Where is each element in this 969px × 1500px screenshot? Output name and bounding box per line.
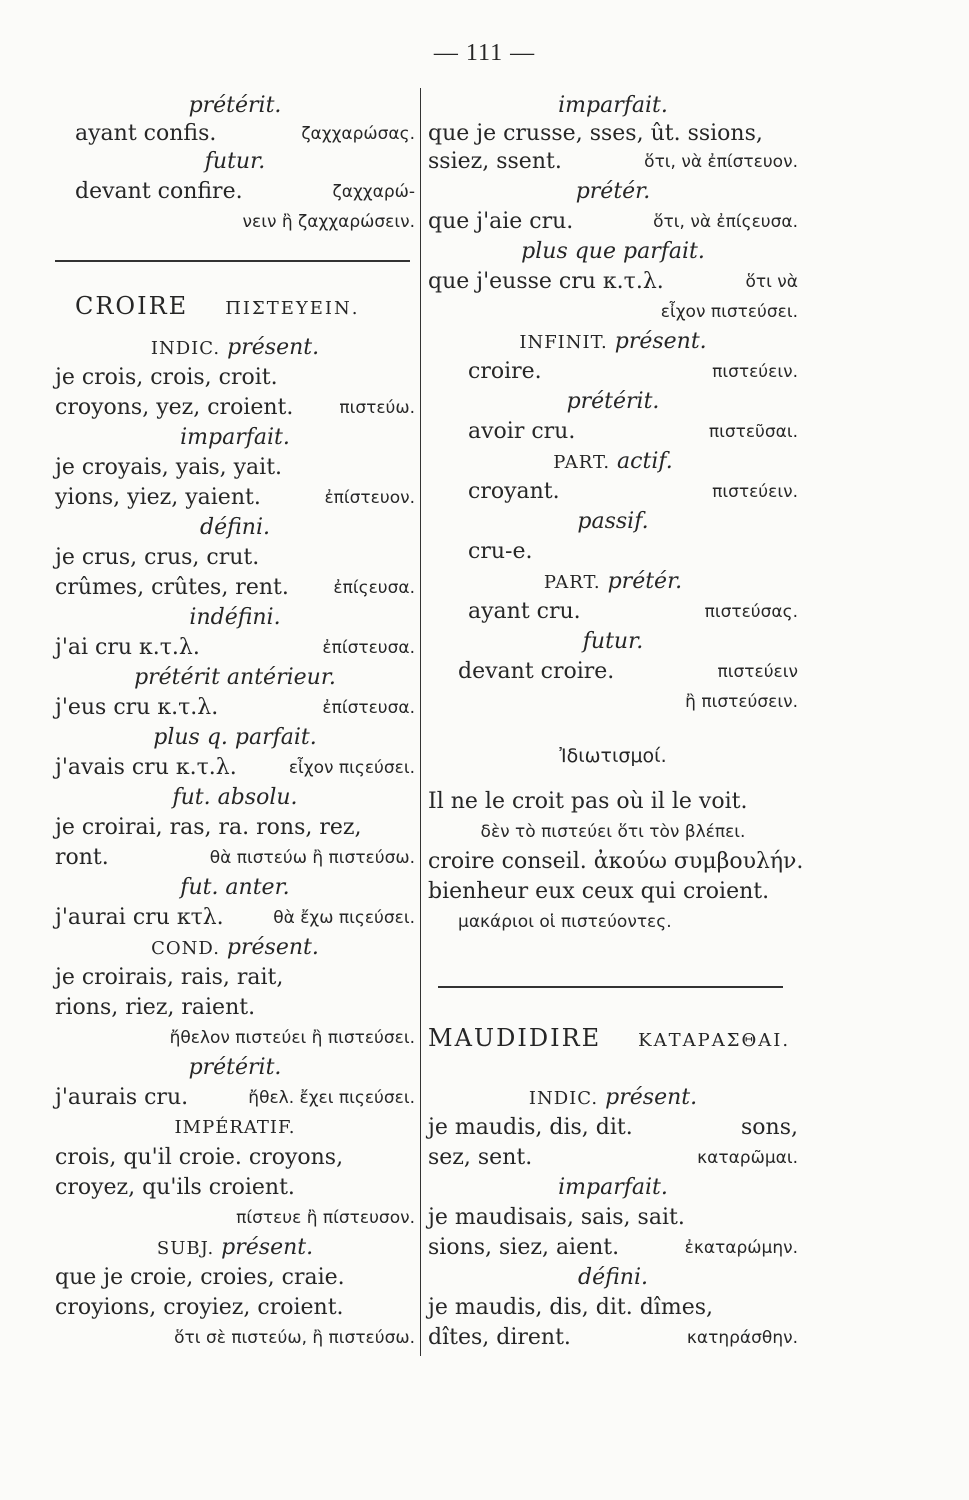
greek-text: ἐκαταρώμην. — [684, 1238, 798, 1258]
french-text: croire. — [468, 359, 542, 384]
greek-text: ζαχχαρώσας. — [301, 124, 415, 144]
mood-label: INDIC. — [150, 338, 221, 359]
greek-text: ὅτι, νὰ ἐπίςευσα. — [653, 212, 798, 232]
french-text: que je crusse, sses, ût. ssions, — [428, 121, 763, 146]
french-text: crois, qu'il croie. croyons, — [55, 1145, 344, 1170]
mood-heading — [55, 332, 415, 364]
greek-text: πιστεύειν. — [712, 482, 798, 502]
french-text: je crois, crois, croit. — [55, 365, 278, 390]
tense-label: présent. — [227, 335, 320, 360]
text-line — [428, 1142, 798, 1174]
french-text: je maudis, dis, dit. — [428, 1115, 633, 1140]
greek-text: εἶχον πιστεύσει. — [660, 302, 798, 322]
french-text: croyons, yez, croient. — [55, 395, 294, 420]
mood-label: PART. — [543, 572, 601, 593]
french-text: je maudisais, sais, sait. — [428, 1205, 685, 1230]
french-text: j'aurais cru. — [55, 1085, 189, 1110]
tense-heading: défini. — [200, 515, 270, 540]
text-line — [55, 842, 415, 874]
section-title — [428, 1022, 798, 1054]
text-line — [55, 392, 415, 424]
french-text: croire conseil. ἀκούω συμβουλήν. — [428, 849, 804, 874]
greek-text: κατηράσθην. — [686, 1328, 798, 1348]
french-text: j'ai cru κ.τ.λ. — [55, 635, 200, 660]
page-number: — 111 — — [433, 40, 536, 66]
greek-text: ἤθελ. ἔχει πιςεύσει. — [248, 1088, 415, 1108]
verb-title: MAUDIDIRE — [428, 1024, 602, 1052]
french-text: Il ne le croit pas où il le voit. — [428, 789, 748, 814]
text-line — [55, 176, 415, 208]
french-text: je croirai, ras, ra. rons, rez, — [55, 815, 362, 840]
french-text: croyant. — [468, 479, 560, 504]
tense-heading: passif. — [577, 509, 649, 534]
french-text: croyez, qu'ils croient. — [55, 1175, 295, 1200]
french-text: ssiez, ssent. — [428, 149, 562, 174]
greek-text: καταρῶμαι. — [697, 1148, 798, 1168]
greek-text: δὲν τὸ πιστεύει ὅτι τὸν βλέπει. — [480, 822, 746, 842]
tense-heading: futur. — [204, 149, 266, 174]
french-text: que j'eusse cru κ.τ.λ. — [428, 269, 664, 294]
french-text: sons, — [741, 1115, 798, 1140]
text-line — [55, 1082, 415, 1114]
tense-heading: prétérit. — [188, 1055, 282, 1080]
tense-heading: futur. — [582, 629, 644, 654]
right-column — [428, 90, 804, 1360]
mood-heading — [55, 1232, 415, 1264]
tense-label: prétér. — [607, 569, 683, 594]
french-text: j'avais cru κ.τ.λ. — [55, 755, 237, 780]
mood-heading — [428, 1082, 798, 1114]
tense-heading: indéfini. — [189, 605, 281, 630]
tense-heading: imparfait. — [180, 425, 290, 450]
mood-label: SUBJ. — [156, 1238, 215, 1259]
greek-text: ἐπίςευσα. — [333, 578, 415, 598]
tense-label: présent. — [605, 1085, 698, 1110]
section-rule — [438, 986, 783, 988]
greek-text: νειν ἢ ζαχχαρώσειν. — [242, 212, 415, 232]
french-text: avoir cru. — [468, 419, 576, 444]
french-text: devant croire. — [458, 659, 615, 684]
text-line — [428, 1322, 798, 1354]
mood-heading — [428, 326, 798, 358]
text-line — [55, 632, 415, 664]
tense-heading: plus q. parfait. — [153, 725, 317, 750]
greek-text: θὰ ἔχω πιςεύσει. — [273, 908, 415, 928]
text-line — [55, 752, 415, 784]
tense-heading: imparfait. — [558, 93, 668, 118]
french-text: yions, yiez, yaient. — [55, 485, 261, 510]
greek-text: μακάριοι οἱ πιστεύοντες. — [458, 912, 672, 932]
tense-label: présent. — [614, 329, 707, 354]
french-text: devant confire. — [75, 179, 243, 204]
text-line — [428, 416, 798, 448]
greek-text: πιστεύειν. — [712, 362, 798, 382]
text-line — [55, 572, 415, 604]
tense-heading: prétér. — [575, 179, 651, 204]
tense-heading: fut. absolu. — [172, 785, 298, 810]
text-line — [55, 902, 415, 934]
tense-heading: prétérit antérieur. — [134, 665, 336, 690]
french-text: ayant cru. — [468, 599, 581, 624]
tense-heading: prétérit. — [188, 93, 282, 118]
text-line — [428, 656, 798, 688]
text-line — [55, 482, 415, 514]
french-text: que j'aie cru. — [428, 209, 574, 234]
french-text: cru-e. — [468, 539, 533, 564]
french-text: je croyais, yais, yait. — [55, 455, 283, 480]
french-text: dîtes, dirent. — [428, 1325, 571, 1350]
greek-text: ὅτι σὲ πιστεύω, ἢ πιστεύσω. — [174, 1328, 415, 1348]
mood-label: PART. — [553, 452, 611, 473]
french-text: sions, siez, aient. — [428, 1235, 620, 1260]
mood-label: INDIC. — [528, 1088, 599, 1109]
greek-text: πιστεύειν — [717, 662, 798, 682]
mood-heading — [55, 932, 415, 964]
mood-label: IMPÉRATIF. — [174, 1117, 296, 1138]
french-text: j'eus cru κ.τ.λ. — [55, 695, 219, 720]
verb-greek-title: ΚΑΤΑΡΑΣΘΑΙ. — [638, 1030, 791, 1051]
text-line — [428, 356, 798, 388]
greek-text: πίστευε ἢ πίστευσον. — [236, 1208, 415, 1228]
verb-greek-title: ΠΙΣΤΕΥΕΙΝ. — [225, 298, 360, 319]
text-line — [428, 476, 798, 508]
french-text: bienheur eux ceux qui croient. — [428, 879, 770, 904]
greek-text: πιστεῦσαι. — [708, 422, 798, 442]
greek-text: εἶχον πιςεύσει. — [288, 758, 415, 778]
greek-text: ἤθελον πιστεύει ἢ πιστεύσει. — [169, 1028, 415, 1048]
text-line — [428, 266, 798, 298]
greek-text: ὅτι νὰ — [745, 272, 798, 292]
tense-heading: plus que parfait. — [521, 239, 705, 264]
greek-text: ἐπίστευσα. — [322, 698, 415, 718]
french-text: je croirais, rais, rait, — [55, 965, 284, 990]
text-line — [428, 596, 798, 628]
greek-text: πιστεύσας. — [704, 602, 798, 622]
tense-label: actif. — [617, 449, 673, 474]
french-text: ayant confis. — [75, 121, 217, 146]
mood-heading — [428, 566, 798, 598]
verb-title: CROIRE — [75, 292, 189, 320]
left-column — [55, 90, 415, 1360]
section-heading: Ἰδιωτισμοί. — [559, 745, 667, 767]
greek-text: ὅτι, νὰ ἐπίστευον. — [644, 152, 798, 172]
french-text: que je croie, croies, craie. — [55, 1265, 345, 1290]
text-line — [428, 1232, 798, 1264]
greek-text: θὰ πιστεύω ἢ πιστεύσω. — [209, 848, 415, 868]
column-divider — [420, 88, 421, 1356]
text-line — [428, 146, 798, 178]
french-text: j'aurai cru κτλ. — [55, 905, 224, 930]
text-line — [55, 692, 415, 724]
tense-heading: imparfait. — [558, 1175, 668, 1200]
greek-text: ζαχχαρώ- — [332, 182, 415, 202]
mood-label: COND. — [151, 938, 220, 959]
tense-heading: prétérit. — [566, 389, 660, 414]
french-text: je maudis, dis, dit. dîmes, — [428, 1295, 714, 1320]
french-text: je crus, crus, crut. — [55, 545, 260, 570]
mood-label: INFINIT. — [519, 332, 608, 353]
mood-heading — [428, 446, 798, 478]
tense-label: présent. — [226, 935, 319, 960]
greek-text: ἢ πιστεύσειν. — [685, 692, 798, 712]
tense-heading: défini. — [578, 1265, 648, 1290]
greek-text: πιστεύω. — [339, 398, 415, 418]
section-title — [55, 290, 415, 322]
tense-label: présent. — [221, 1235, 314, 1260]
tense-heading: fut. anter. — [180, 875, 290, 900]
text-line — [428, 1112, 798, 1144]
text-line — [428, 206, 798, 238]
french-text: crûmes, crûtes, rent. — [55, 575, 289, 600]
french-text: sez, sent. — [428, 1145, 533, 1170]
french-text: rions, riez, raient. — [55, 995, 256, 1020]
greek-text: ἐπίστευσα. — [322, 638, 415, 658]
section-rule — [55, 260, 410, 262]
greek-text: ἐπίστευον. — [324, 488, 415, 508]
french-text: ront. — [55, 845, 109, 870]
french-text: croyions, croyiez, croient. — [55, 1295, 344, 1320]
